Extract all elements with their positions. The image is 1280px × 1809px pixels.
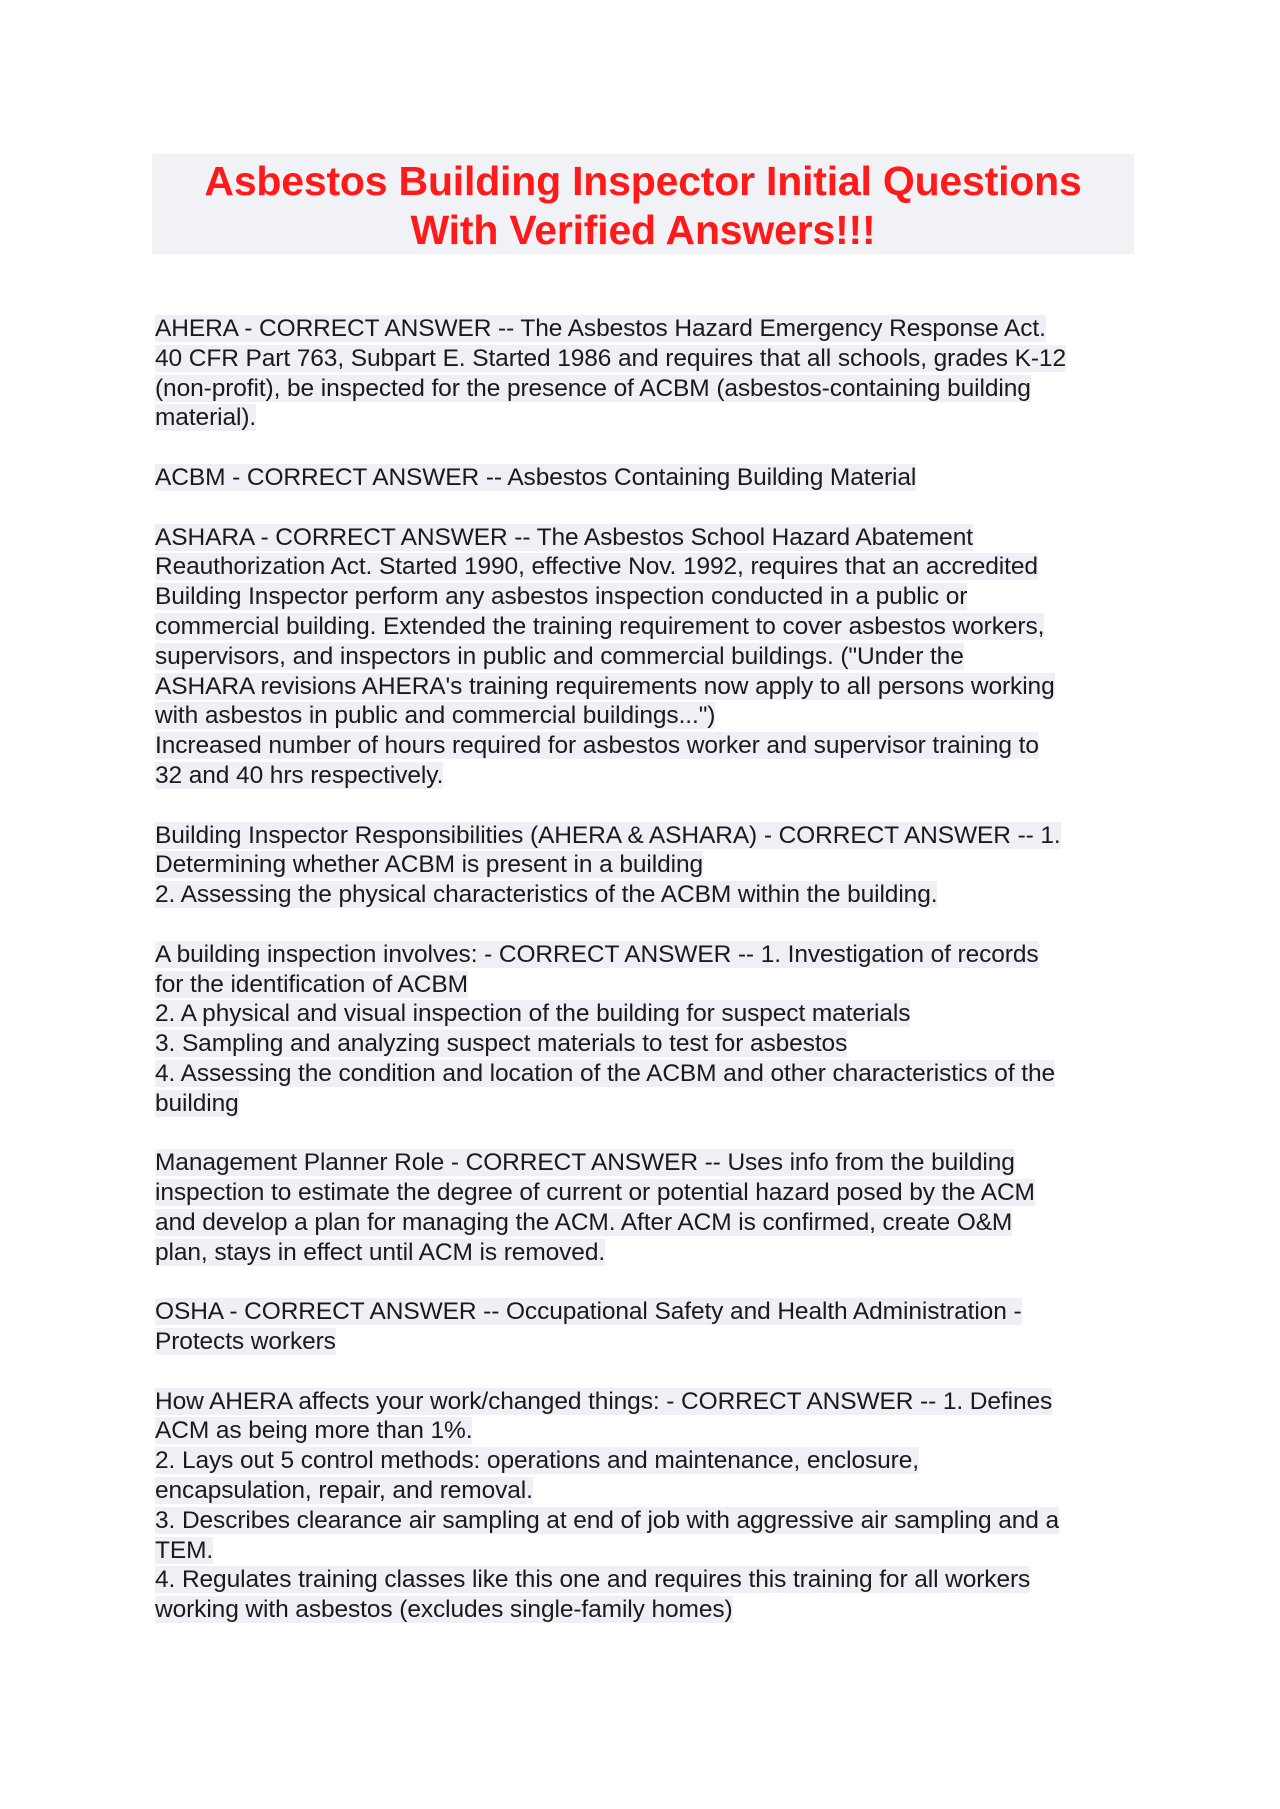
qa-entry-line: [155, 850, 1145, 880]
qa-entry-line: [155, 1387, 1145, 1417]
qa-entry-text: A building inspection involves: - CORRECT ANSWER -- 1. Investigation of records: [155, 940, 1039, 968]
qa-entry-line: [155, 1565, 1145, 1595]
qa-entry-text: encapsulation, repair, and removal.: [155, 1477, 533, 1505]
qa-entry-line: [155, 1536, 1145, 1566]
qa-entry-line: [155, 374, 1145, 404]
qa-entry-line: [155, 463, 1145, 493]
qa-entry-text: ACBM - CORRECT ANSWER -- Asbestos Containing Building Material: [155, 463, 917, 491]
qa-entry-text: Reauthorization Act. Started 1990, effective Nov. 1992, requires that an accredited: [155, 553, 1038, 581]
qa-entry-text: ASHARA revisions AHERA's training requirements now apply to all persons working: [155, 672, 1055, 700]
qa-entry-text: OSHA - CORRECT ANSWER -- Occupational Safety and Health Administration -: [155, 1298, 1022, 1326]
qa-entry-line: [155, 1178, 1145, 1208]
qa-entry-text: and develop a plan for managing the ACM. After ACM is confirmed, create O&M: [155, 1208, 1013, 1236]
qa-entry-line: [155, 1506, 1145, 1536]
qa-entry-text: for the identification of ACBM: [155, 970, 468, 998]
qa-entry-text: 3. Describes clearance air sampling at end of job with aggressive air sampling and a: [155, 1506, 1060, 1534]
qa-entry-text: AHERA - CORRECT ANSWER -- The Asbestos Hazard Emergency Response Act.: [155, 315, 1046, 342]
qa-entry-line: [155, 1148, 1145, 1178]
qa-entry-text: 4. Assessing the condition and location of the ACBM and other characteristics of the: [155, 1059, 1055, 1087]
qa-entry: [155, 940, 1145, 1119]
qa-entry-line: [155, 552, 1145, 582]
qa-entry-text: working with asbestos (excludes single-family homes): [155, 1596, 733, 1624]
qa-entry-text: 2. Lays out 5 control methods: operations and maintenance, enclosure,: [155, 1447, 919, 1475]
qa-entry-line: [155, 1059, 1145, 1089]
qa-entry-line: [155, 1238, 1145, 1268]
qa-entry: [155, 1297, 1145, 1357]
qa-entry: [155, 463, 1145, 493]
qa-entry-line: [155, 314, 1145, 344]
qa-entry-text: ASHARA - CORRECT ANSWER -- The Asbestos School Hazard Abatement: [155, 523, 973, 551]
qa-entry-text: 3. Sampling and analyzing suspect materials to test for asbestos: [155, 1030, 848, 1058]
qa-entry-line: [155, 999, 1145, 1029]
qa-entry-text: How AHERA affects your work/changed things: - CORRECT ANSWER -- 1. Defines: [155, 1387, 1053, 1415]
qa-entry-line: [155, 1327, 1145, 1357]
qa-entry-text: plan, stays in effect until ACM is removed.: [155, 1238, 606, 1266]
qa-entry-text: (non-profit), be inspected for the presence of ACBM (asbestos-containing building: [155, 374, 1031, 402]
qa-entry-line: [155, 1297, 1145, 1327]
qa-entry-line: [155, 1595, 1145, 1625]
qa-entry-text: Building Inspector perform any asbestos inspection conducted in a public or: [155, 583, 968, 611]
document-title: [152, 154, 1134, 254]
qa-entry-line: [155, 523, 1145, 553]
qa-entry: [155, 1387, 1145, 1625]
qa-entry-text: Determining whether ACBM is present in a building: [155, 851, 703, 879]
qa-entry-line: [155, 761, 1145, 791]
qa-entry-text: 4. Regulates training classes like this one and requires this training for all workers: [155, 1566, 1031, 1594]
qa-entry-text: Management Planner Role - CORRECT ANSWER -- Uses info from the building: [155, 1149, 1015, 1177]
qa-entry-line: [155, 701, 1145, 731]
qa-entry-line: [155, 731, 1145, 761]
qa-entry-text: material).: [155, 404, 257, 432]
qa-entry-text: Building Inspector Responsibilities (AHERA & ASHARA) - CORRECT ANSWER -- 1.: [155, 821, 1061, 849]
qa-entry-text: TEM.: [155, 1536, 214, 1564]
qa-entry-line: [155, 672, 1145, 702]
qa-entry-line: [155, 1416, 1145, 1446]
qa-entry: [155, 821, 1145, 910]
qa-entry-text: 2. Assessing the physical characteristics of the ACBM within the building.: [155, 881, 938, 909]
qa-entry-text: 2. A physical and visual inspection of the building for suspect materials: [155, 1000, 911, 1028]
qa-entry-text: with asbestos in public and commercial buildings..."): [155, 702, 716, 730]
qa-entry-text: Protects workers: [155, 1328, 336, 1356]
qa-entry-line: [155, 821, 1145, 851]
qa-entry-line: [155, 642, 1145, 672]
qa-entry-text: inspection to estimate the degree of current or potential hazard posed by the ACM: [155, 1179, 1035, 1207]
qa-entry-line: [155, 940, 1145, 970]
qa-entry: [155, 314, 1145, 433]
qa-entry-line: [155, 970, 1145, 1000]
qa-entry-text: 32 and 40 hrs respectively.: [155, 761, 444, 789]
qa-entry-line: [155, 1089, 1145, 1119]
qa-entry-text: ACM as being more than 1%.: [155, 1417, 473, 1445]
qa-entry-text: supervisors, and inspectors in public and commercial buildings. ("Under the: [155, 642, 964, 670]
qa-entry-line: [155, 612, 1145, 642]
qa-entry-line: [155, 1029, 1145, 1059]
qa-list: [155, 314, 1145, 1655]
qa-entry-line: [155, 403, 1145, 433]
title-line-1: Asbestos Building Inspector Initial Questions: [204, 158, 1082, 204]
qa-entry: [155, 1148, 1145, 1267]
qa-entry-text: Increased number of hours required for asbestos worker and supervisor training to: [155, 732, 1039, 760]
qa-entry-line: [155, 1208, 1145, 1238]
qa-entry-line: [155, 1476, 1145, 1506]
qa-entry-text: building: [155, 1089, 239, 1117]
qa-entry-text: 40 CFR Part 763, Subpart E. Started 1986 and requires that all schools, grades K-12: [155, 344, 1066, 372]
title-line-2: With Verified Answers!!!: [410, 207, 876, 253]
qa-entry-text: commercial building. Extended the training requirement to cover asbestos workers,: [155, 612, 1045, 640]
qa-entry-line: [155, 880, 1145, 910]
qa-entry-line: [155, 1446, 1145, 1476]
qa-entry-line: [155, 582, 1145, 612]
qa-entry-line: [155, 344, 1145, 374]
qa-entry: [155, 523, 1145, 791]
